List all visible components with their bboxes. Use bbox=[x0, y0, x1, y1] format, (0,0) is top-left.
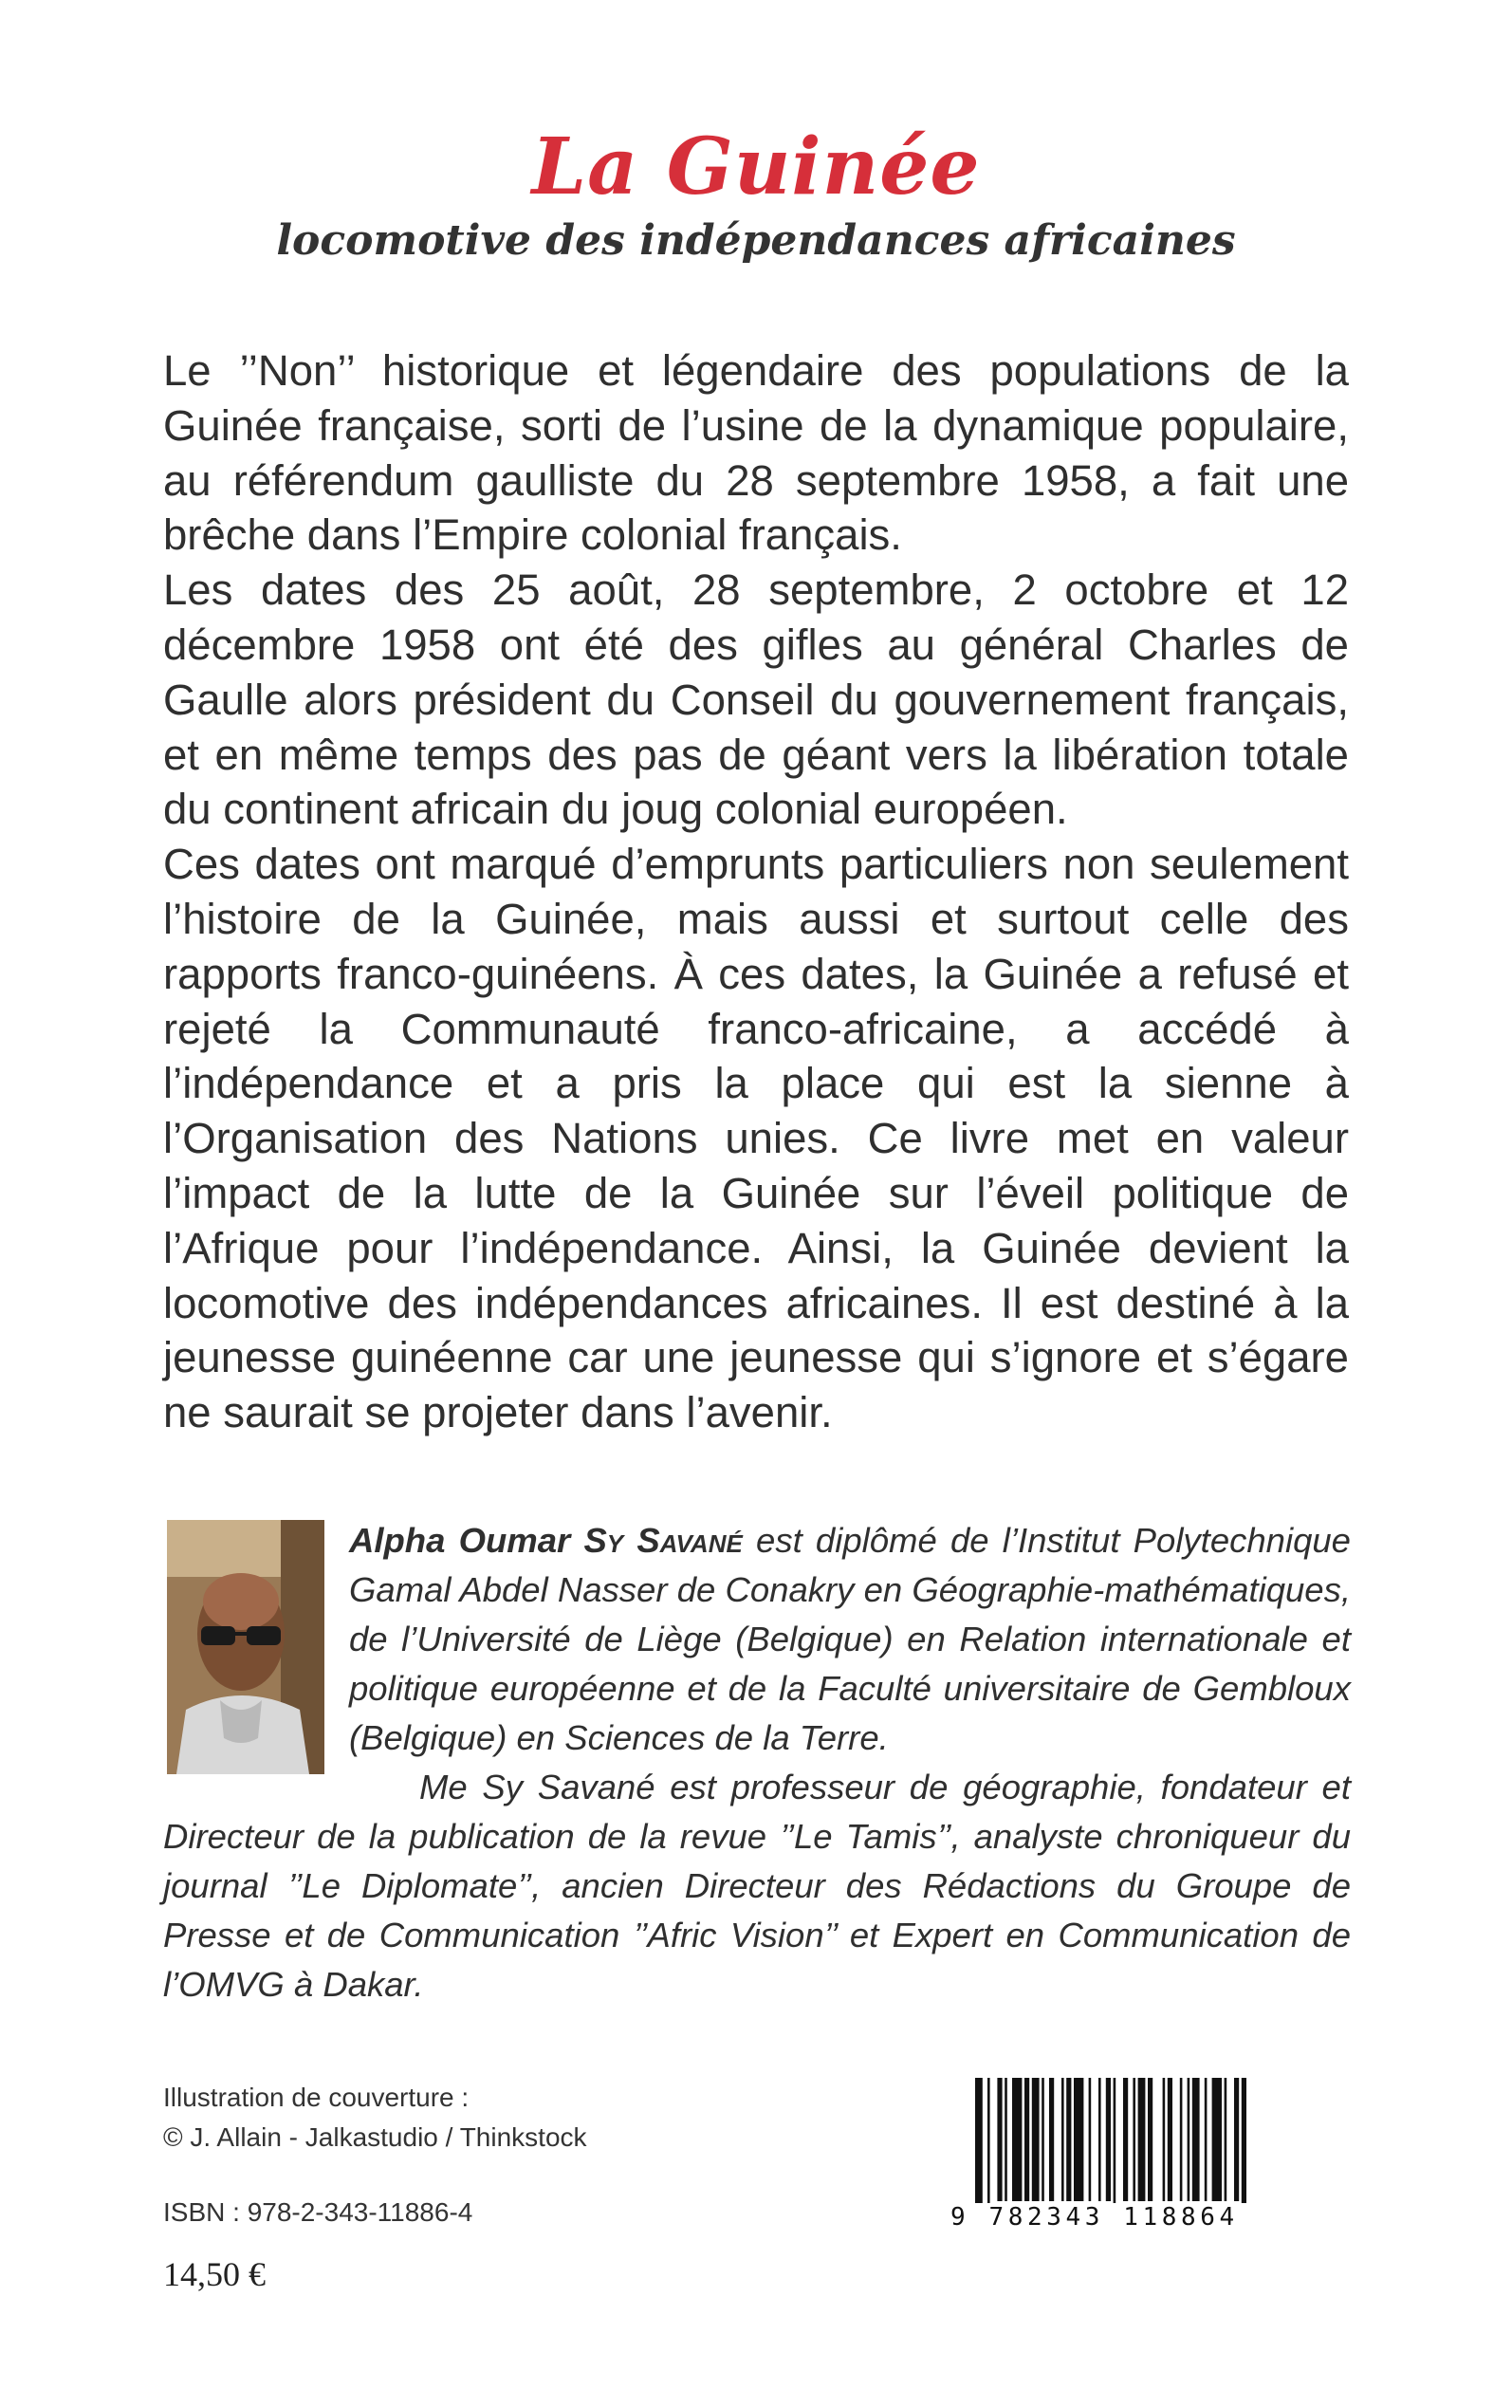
author-bio-2: Me Sy Savané est professeur de géographie, fondateur et Directeur de la publication de la revue ’’Le Tamis’’, analyste chroniqueur du journal ’’Le Diplomate’’, ancien Directeur des Rédactions du Groupe de Presse et de Communication ’’Afric Vision’’ et Expert en Communication de l’OMVG à Dakar. bbox=[163, 1768, 1351, 2004]
barcode-bar bbox=[1074, 2078, 1083, 2201]
barcode-bar bbox=[1098, 2078, 1101, 2201]
barcode-bar bbox=[1049, 2078, 1054, 2201]
barcode-bar bbox=[1138, 2078, 1146, 2201]
barcode-bar bbox=[1212, 2078, 1222, 2201]
book-subtitle: locomotive des indépendances africaines bbox=[276, 216, 1236, 265]
barcode-bar bbox=[1066, 2078, 1071, 2201]
barcode-bar bbox=[1114, 2078, 1116, 2220]
author-bio-1-text: est diplômé de l’Institut Polytechnique Gamal Abdel Nasser de Conakry en Géographie-mathématiques, de l’Université de Liège (Belgique) en Relation internationale et politique européenne et de la Faculté universitaire de Gembloux (Belgique) en Sciences de la Terre. bbox=[349, 1521, 1351, 1757]
barcode-bar bbox=[1225, 2078, 1227, 2201]
credits-line-2: © J. Allain - Jalkastudio / Thinkstock bbox=[163, 2122, 587, 2152]
barcode-bar bbox=[1005, 2078, 1007, 2201]
barcode-bar bbox=[1242, 2078, 1246, 2220]
author-surname: Sy Savané bbox=[583, 1521, 743, 1560]
barcode-bar bbox=[1012, 2078, 1022, 2201]
author-portrait-image bbox=[167, 1520, 324, 1774]
barcode-bar bbox=[1163, 2078, 1166, 2201]
price: 14,50 € bbox=[163, 2255, 266, 2293]
author-section bbox=[163, 1516, 1351, 2010]
blurb-paragraph-2: Les dates des 25 août, 28 septembre, 2 octobre et 12 décembre 1958 ont été des gifles au général Charles de Gaulle alors président du Conseil du gouvernement français, et en même temps des pas de géant vers la libération totale du continent africain du joug colonial européen. bbox=[163, 565, 1349, 834]
blurb-paragraph-3: Ces dates ont marqué d’emprunts particuliers non seulement l’histoire de la Guinée, mais aussi et surtout celle des rapports franco-guinéens. À ces dates, la Guinée a refusé et rejeté la Communauté franco-africaine, a accédé à l’indépendance et a pris la place qui est la sienne à l’Organisation des Nations unies. Ce livre met en valeur l’impact de la lutte de la Guinée sur l’éveil politique de l’Afrique pour l’indépendance. Ainsi, la Guinée devient la locomotive des indépendances africaines. Il est destiné à la jeunesse guinéenne car une jeunesse qui s’ignore et s’égare ne saurait se projeter dans l’avenir. bbox=[163, 840, 1349, 1437]
barcode-bar bbox=[975, 2078, 983, 2220]
barcode-bar bbox=[1032, 2078, 1040, 2201]
barcode-bar bbox=[1106, 2078, 1111, 2201]
barcode-bar bbox=[1042, 2078, 1044, 2201]
isbn: ISBN : 978-2-343-11886-4 bbox=[163, 2197, 473, 2227]
barcode-bar bbox=[1148, 2078, 1152, 2201]
barcode-bar bbox=[1089, 2078, 1092, 2201]
barcode-icon bbox=[949, 2078, 1356, 2287]
barcode-bar bbox=[1133, 2078, 1135, 2201]
barcode-digits: 9 782343 118864 bbox=[949, 2203, 1358, 2232]
book-title: La Guinée bbox=[531, 121, 981, 213]
blurb bbox=[163, 343, 1349, 1440]
barcode-bar bbox=[1123, 2078, 1128, 2201]
author-first-names: Alpha Oumar bbox=[349, 1521, 571, 1560]
cover-credits bbox=[163, 2078, 587, 2158]
credits-line-1: Illustration de couverture : bbox=[163, 2083, 470, 2112]
barcode-bar bbox=[1205, 2078, 1208, 2201]
barcode-bar bbox=[1024, 2078, 1029, 2201]
blurb-paragraph-1: Le ’’Non’’ historique et légendaire des populations de la Guinée française, sorti de l’usine de la dynamique populaire, au référendum gaulliste du 28 septembre 1958, a fait une brêche dans l’Empire colonial français. bbox=[163, 346, 1349, 560]
barcode-bar bbox=[997, 2078, 1002, 2201]
barcode-bar bbox=[1168, 2078, 1172, 2201]
author-photo bbox=[167, 1520, 324, 1774]
barcode-bar bbox=[1192, 2078, 1200, 2201]
barcode-bar bbox=[1234, 2078, 1239, 2201]
author-bio-1 bbox=[163, 1516, 1351, 1763]
barcode-bar bbox=[1061, 2078, 1064, 2201]
barcode-bar bbox=[987, 2078, 990, 2220]
barcode-bar bbox=[1180, 2078, 1183, 2201]
barcode-bar bbox=[1188, 2078, 1190, 2201]
